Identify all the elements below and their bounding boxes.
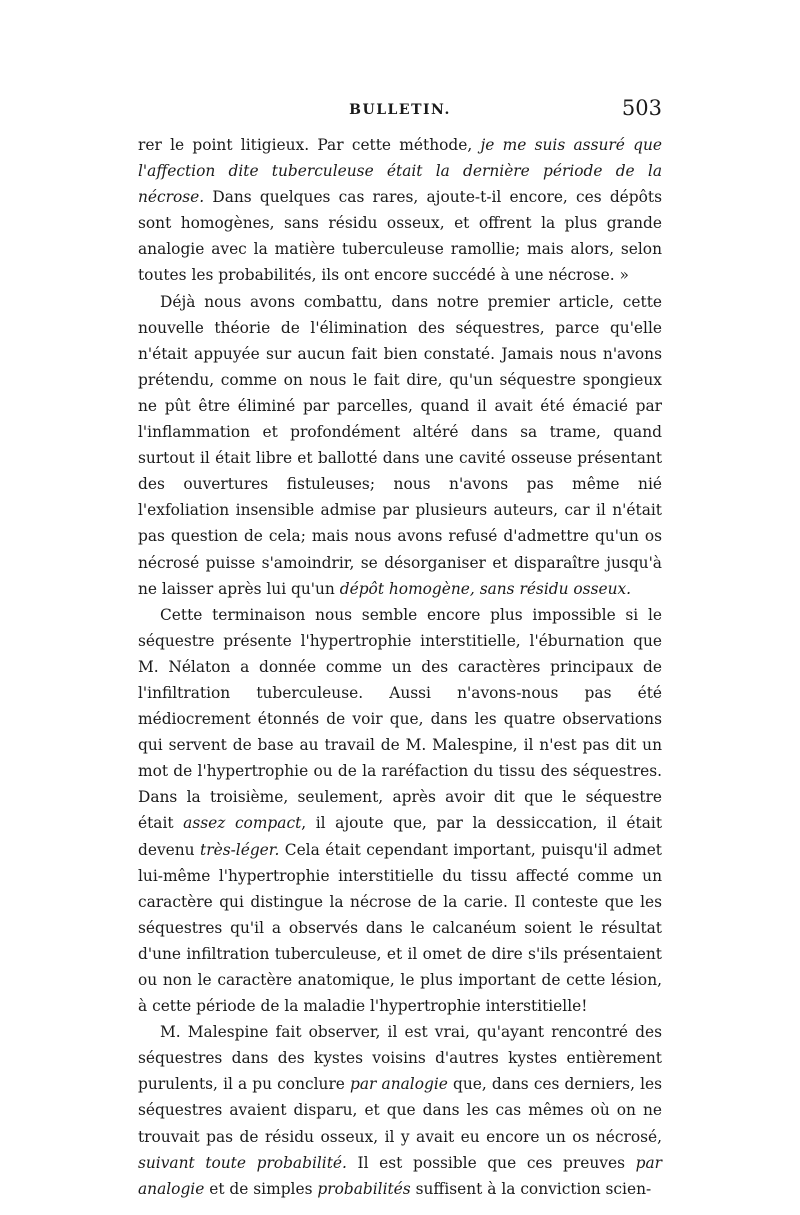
text-run: et de simples	[204, 1179, 318, 1198]
paragraph-3	[138, 602, 662, 1020]
paragraph-2	[138, 289, 662, 602]
italic-run: dépôt homogène, sans résidu osseux.	[339, 579, 632, 598]
text-run: suffisent à la conviction scien-	[410, 1179, 652, 1198]
text-run: M. Malespine fait observer, il est vrai, qu'ayant rencontré des séquestres dans des kystes voisins d'autres kystes entièrement purulents, il a pu conclure	[138, 1023, 662, 1094]
italic-run: probabilités	[317, 1179, 411, 1198]
italic-run: assez compact	[183, 814, 302, 833]
text-run: Cela était cependant important, puisqu'il admet lui-même l'hypertrophie interstitielle du tissu affecté comme un caractère qui distingue la nécrose de la carie. Il conteste que les séquestres qu'il a observés dans le calcanéum soient le résultat d'une infiltration tuberculeuse, et il omet de dire s'ils présentaient ou non le caractère anatomique, le plus important de cette lésion, à cette période de la maladie l'hypertrophie interstitielle!	[138, 840, 662, 1016]
text-run: Cette terminaison nous semble encore plus impossible si le séquestre présente l'hypertrophie interstitielle, l'éburnation que M. Nélaton a donnée comme un des caractères principaux de l'infiltration tuberculeuse. Aussi n'avons-nous pas été médiocrement étonnés de voir que, dans les quatre observations qui servent de base au travail de M. Malespine, il n'est pas dit un mot de l'hypertrophie ou de la raréfaction du tissu des séquestres. Dans la troisième, seulement, après avoir dit que le séquestre était	[138, 605, 662, 833]
text-run: Il est possible que ces preuves	[346, 1153, 636, 1172]
text-run: , il ajoute que, par la dessiccation, il était devenu	[138, 814, 663, 859]
text-run: que, dans ces derniers, les séquestres avaient disparu, et que dans les cas mêmes où on ne trouvait pas de résidu osseux, il y avait eu encore un os nécrosé,	[138, 1075, 663, 1146]
italic-run: par analogie	[138, 1153, 663, 1198]
running-head	[138, 96, 662, 128]
italic-run: très-léger.	[200, 840, 280, 859]
paragraph-4	[138, 1019, 662, 1202]
italic-run: je me suis assuré que l'affection dite tuberculeuse était la dernière période de la nécrose.	[138, 136, 662, 207]
text-run: Dans quelques cas rares, ajoute-t-il encore, ces dépôts sont homogènes, sans résidu osseux, et offrent la plus grande analogie avec la matière tuberculeuse ramollie; mais alors, selon toutes les probabilités, ils ont encore succédé à une nécrose. »	[138, 188, 662, 285]
text-run: Déjà nous avons combattu, dans notre premier article, cette nouvelle théorie de l'élimination des séquestres, parce qu'elle n'était appuyée sur aucun fait bien constaté. Jamais nous n'avons prétendu, comme on nous le fait dire, qu'un séquestre spongieux ne pût être éliminé par parcelles, quand il avait été émacié par l'inflammation et profondément altéré dans sa trame, quand surtout il était libre et ballotté dans une cavité osseuse présentant des ouvertures fistuleuses; nous n'avons pas même nié l'exfoliation insensible admise par plusieurs auteurs, car il n'était pas question de cela; mais nous avons refusé d'admettre qu'un os nécrosé puisse s'amoindrir, se désorganiser et disparaître jusqu'à ne laisser après lui qu'un	[138, 292, 662, 598]
running-title: BULLETIN.	[349, 102, 451, 118]
italic-run: suivant toute probabilité.	[138, 1153, 347, 1172]
italic-run: par analogie	[350, 1075, 448, 1094]
text-run: rer le point litigieux. Par cette méthode,	[138, 136, 481, 154]
page-number: 503	[621, 96, 662, 120]
paragraph-1	[138, 132, 662, 289]
book-page	[138, 96, 662, 1202]
